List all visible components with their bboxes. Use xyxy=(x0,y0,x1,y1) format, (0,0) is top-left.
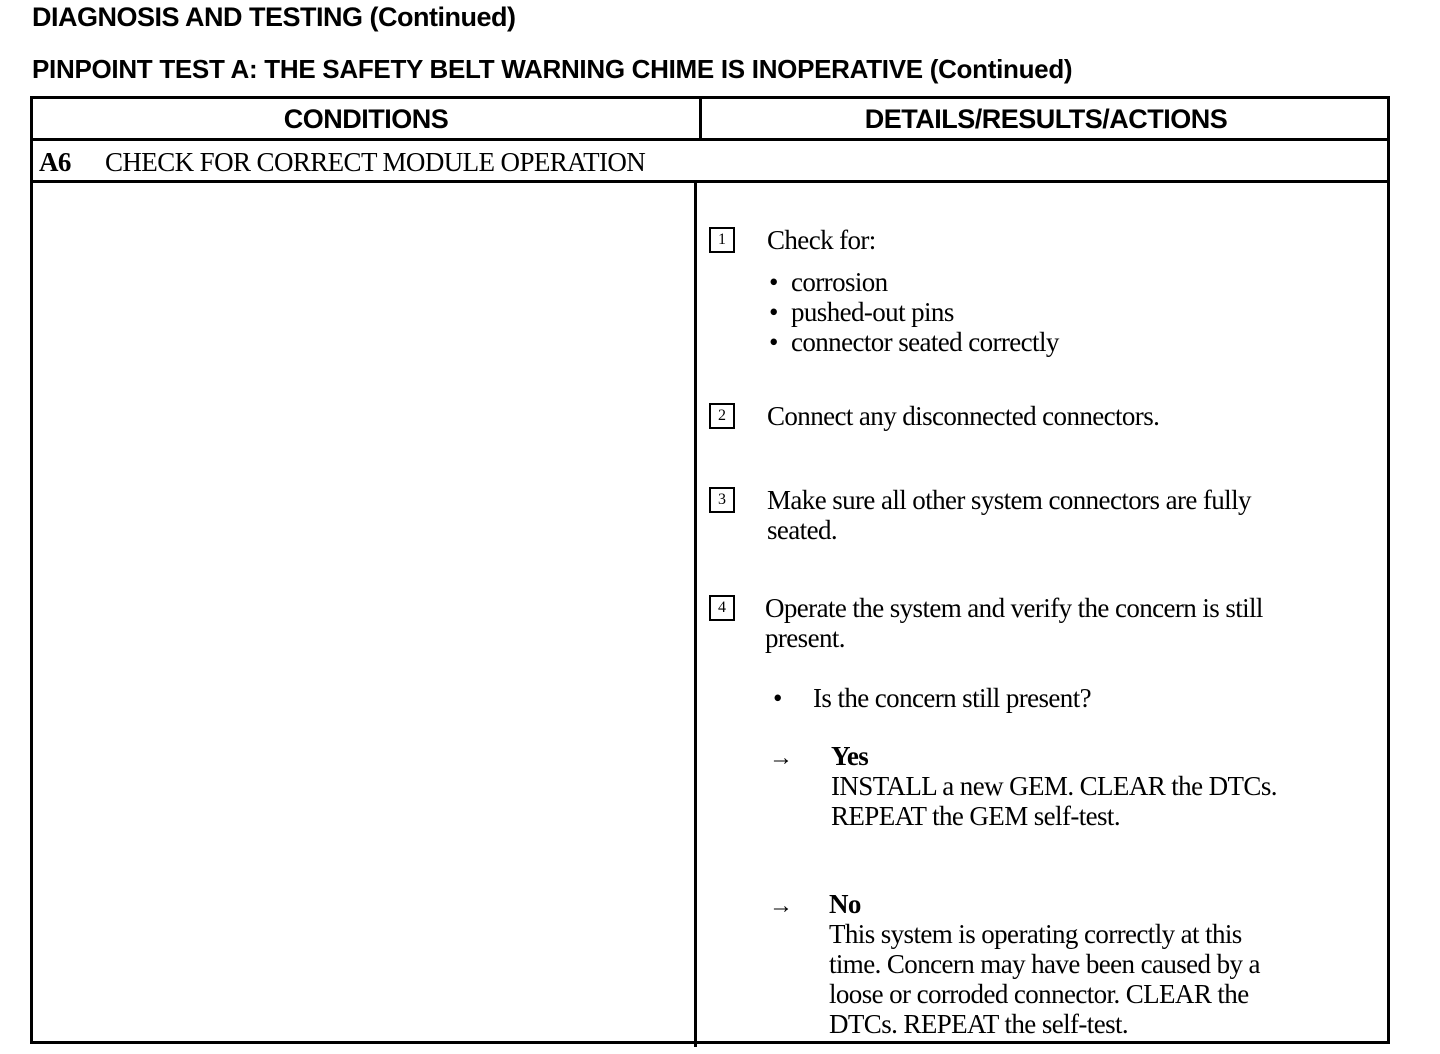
no-line-2: time. Concern may have been caused by a xyxy=(829,949,1260,979)
no-line-4: DTCs. REPEAT the self-test. xyxy=(829,1009,1129,1039)
step-2-text: Connect any disconnected connectors. xyxy=(767,401,1160,431)
step-4-text xyxy=(765,593,1263,653)
step-3-text xyxy=(767,485,1251,545)
step-3-line-2: seated. xyxy=(767,515,838,545)
question-text: Is the concern still present? xyxy=(813,683,1091,713)
step-4-line-2: present. xyxy=(765,623,845,653)
step-number-3: 3 xyxy=(709,487,735,513)
pinpoint-test-title: PINPOINT TEST A: THE SAFETY BELT WARNING CHIME IS INOPERATIVE (Continued) xyxy=(32,54,1073,84)
no-line-3: loose or corroded connector. CLEAR the xyxy=(829,979,1249,1009)
table-header-row xyxy=(33,99,1387,141)
no-result xyxy=(829,889,1260,1039)
step-1-checklist xyxy=(767,267,1059,357)
list-item: • connector seated correctly xyxy=(767,327,1059,357)
pinpoint-test-table xyxy=(30,96,1390,1044)
step-number-1: 1 xyxy=(709,227,735,253)
yes-label: Yes xyxy=(831,741,869,771)
yes-line-1: INSTALL a new GEM. CLEAR the DTCs. xyxy=(831,771,1277,801)
no-label: No xyxy=(829,889,861,919)
step-id: A6 xyxy=(39,147,71,177)
no-arrow-icon: → xyxy=(769,893,793,919)
details-header: DETAILS/RESULTS/ACTIONS xyxy=(864,104,1228,134)
step-number-2: 2 xyxy=(709,403,735,429)
conditions-header: CONDITIONS xyxy=(283,104,449,134)
details-column xyxy=(697,183,1387,1043)
step-4-line-1: Operate the system and verify the concern is still xyxy=(765,593,1263,623)
list-item: • corrosion xyxy=(767,267,1059,297)
yes-line-2: REPEAT the GEM self-test. xyxy=(831,801,1120,831)
no-line-1: This system is operating correctly at this xyxy=(829,919,1242,949)
step-3-line-1: Make sure all other system connectors are fully xyxy=(767,485,1251,515)
step-number-4: 4 xyxy=(709,595,735,621)
step-title-row xyxy=(33,141,1387,183)
question-bullet: • xyxy=(773,683,782,713)
yes-arrow-icon: → xyxy=(769,745,793,771)
step-title: CHECK FOR CORRECT MODULE OPERATION xyxy=(105,147,646,177)
yes-result xyxy=(831,741,1277,831)
step-1-text: Check for: xyxy=(767,225,876,255)
list-item: • pushed-out pins xyxy=(767,297,1059,327)
page-title: DIAGNOSIS AND TESTING (Continued) xyxy=(32,2,516,32)
